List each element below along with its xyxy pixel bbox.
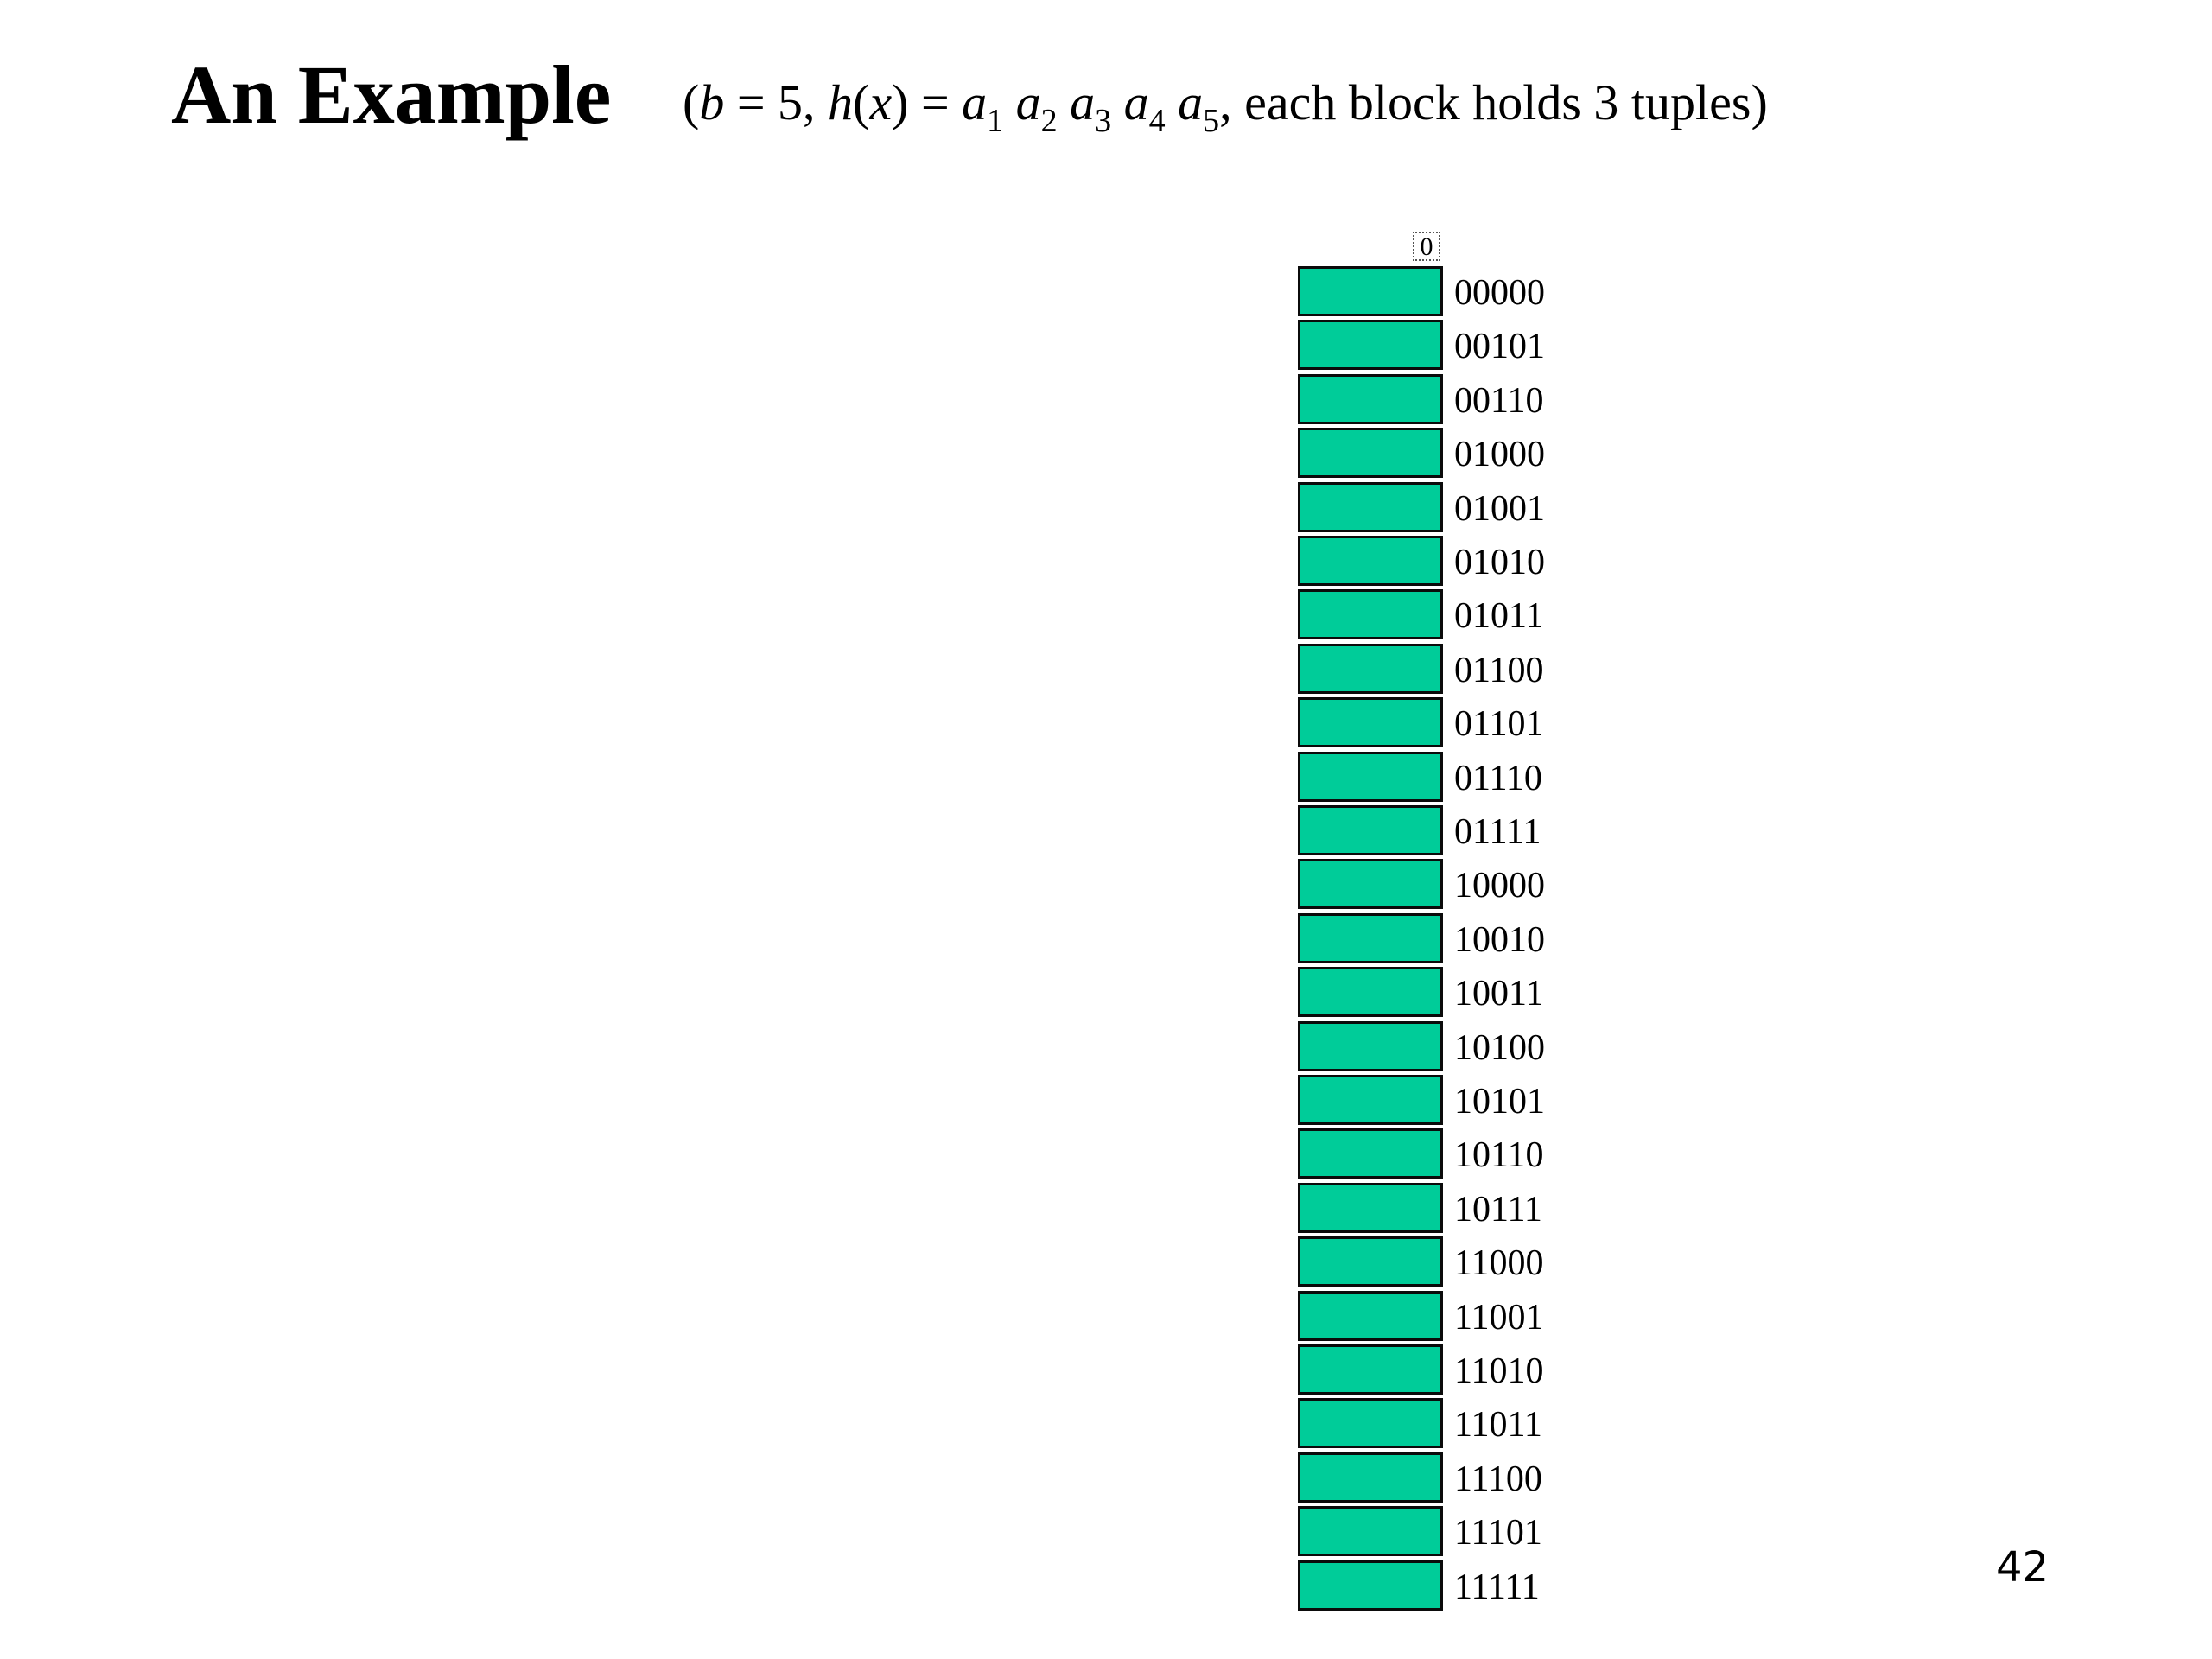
- bucket-block: [1298, 536, 1443, 586]
- subtitle-a1-variable: a: [962, 74, 988, 130]
- bucket-block: [1298, 1506, 1443, 1556]
- bucket-block: [1298, 644, 1443, 694]
- bucket-label: 01010: [1454, 543, 1545, 582]
- bucket-block: [1298, 320, 1443, 370]
- subtitle-a5-variable: a: [1178, 74, 1204, 130]
- subtitle-a3-variable: a: [1070, 74, 1096, 130]
- bucket-block: [1298, 589, 1443, 639]
- bucket-label: 01000: [1454, 435, 1545, 474]
- subtitle-a2-subscript: 2: [1040, 103, 1058, 139]
- bucket-label: 00110: [1454, 381, 1544, 421]
- subtitle-h-variable: h: [828, 74, 854, 130]
- bucket-block: [1298, 482, 1443, 532]
- subtitle-a1-subscript: 1: [987, 103, 1004, 139]
- bucket-label: 10110: [1454, 1135, 1544, 1175]
- bucket-label: 10111: [1454, 1190, 1542, 1230]
- bucket-block: [1298, 1344, 1443, 1395]
- bucket-block: [1298, 967, 1443, 1017]
- bucket-block: [1298, 1021, 1443, 1071]
- subtitle-tail: , each block holds 3 tuples): [1219, 74, 1768, 130]
- subtitle-open-paren: (: [683, 74, 700, 130]
- subtitle-b-variable: b: [699, 74, 725, 130]
- page-number: 42: [1996, 1543, 2050, 1592]
- slide-title: An Example: [171, 48, 612, 141]
- bucket-block: [1298, 1452, 1443, 1503]
- bucket-block: [1298, 697, 1443, 747]
- subtitle-paren-close-equals: ) =: [892, 74, 963, 130]
- bucket-block: [1298, 374, 1443, 424]
- bucket-label: 00101: [1454, 327, 1545, 366]
- subtitle-a2-variable: a: [1015, 74, 1041, 130]
- bucket-block: [1298, 805, 1443, 855]
- bucket-label: 11101: [1454, 1513, 1542, 1553]
- subtitle-a4-variable: a: [1123, 74, 1149, 130]
- subtitle-a3-subscript: 3: [1095, 103, 1112, 139]
- bucket-block: [1298, 752, 1443, 802]
- bucket-label: 01011: [1454, 596, 1544, 636]
- bucket-label: 11111: [1454, 1567, 1540, 1607]
- bucket-block: [1298, 1236, 1443, 1287]
- bucket-label: 01111: [1454, 812, 1541, 852]
- bucket-block: [1298, 1128, 1443, 1179]
- bucket-label: 00000: [1454, 273, 1545, 313]
- bucket-block: [1298, 428, 1443, 478]
- subtitle-x-variable: x: [869, 74, 893, 130]
- bucket-block: [1298, 1560, 1443, 1611]
- bucket-label: 11100: [1454, 1459, 1542, 1499]
- bucket-label: 11000: [1454, 1243, 1544, 1283]
- bucket-block: [1298, 1398, 1443, 1448]
- bucket-label: 10010: [1454, 920, 1545, 960]
- bucket-block: [1298, 266, 1443, 316]
- subtitle-a5-subscript: 5: [1203, 103, 1220, 139]
- bucket-block: [1298, 913, 1443, 963]
- bucket-label: 11001: [1454, 1298, 1544, 1338]
- bucket-label: 10011: [1454, 974, 1544, 1014]
- subtitle-paren-open: (: [853, 74, 870, 130]
- subtitle-b-equals: = 5,: [724, 74, 829, 130]
- bucket-label: 11011: [1454, 1405, 1542, 1445]
- bucket-label: 01101: [1454, 704, 1544, 744]
- bucket-block: [1298, 859, 1443, 909]
- bucket-block: [1298, 1075, 1443, 1125]
- bucket-label: 10101: [1454, 1082, 1545, 1122]
- bucket-label: 10100: [1454, 1028, 1545, 1068]
- subtitle-a4-subscript: 4: [1148, 103, 1166, 139]
- bucket-block: [1298, 1291, 1443, 1341]
- bucket-label: 11010: [1454, 1351, 1544, 1391]
- bucket-label: 01001: [1454, 489, 1545, 529]
- bucket-label: 01100: [1454, 651, 1544, 690]
- bucket-label: 10000: [1454, 866, 1545, 906]
- global-depth-box: 0: [1413, 232, 1440, 261]
- bucket-block: [1298, 1183, 1443, 1233]
- bucket-label: 01110: [1454, 759, 1542, 798]
